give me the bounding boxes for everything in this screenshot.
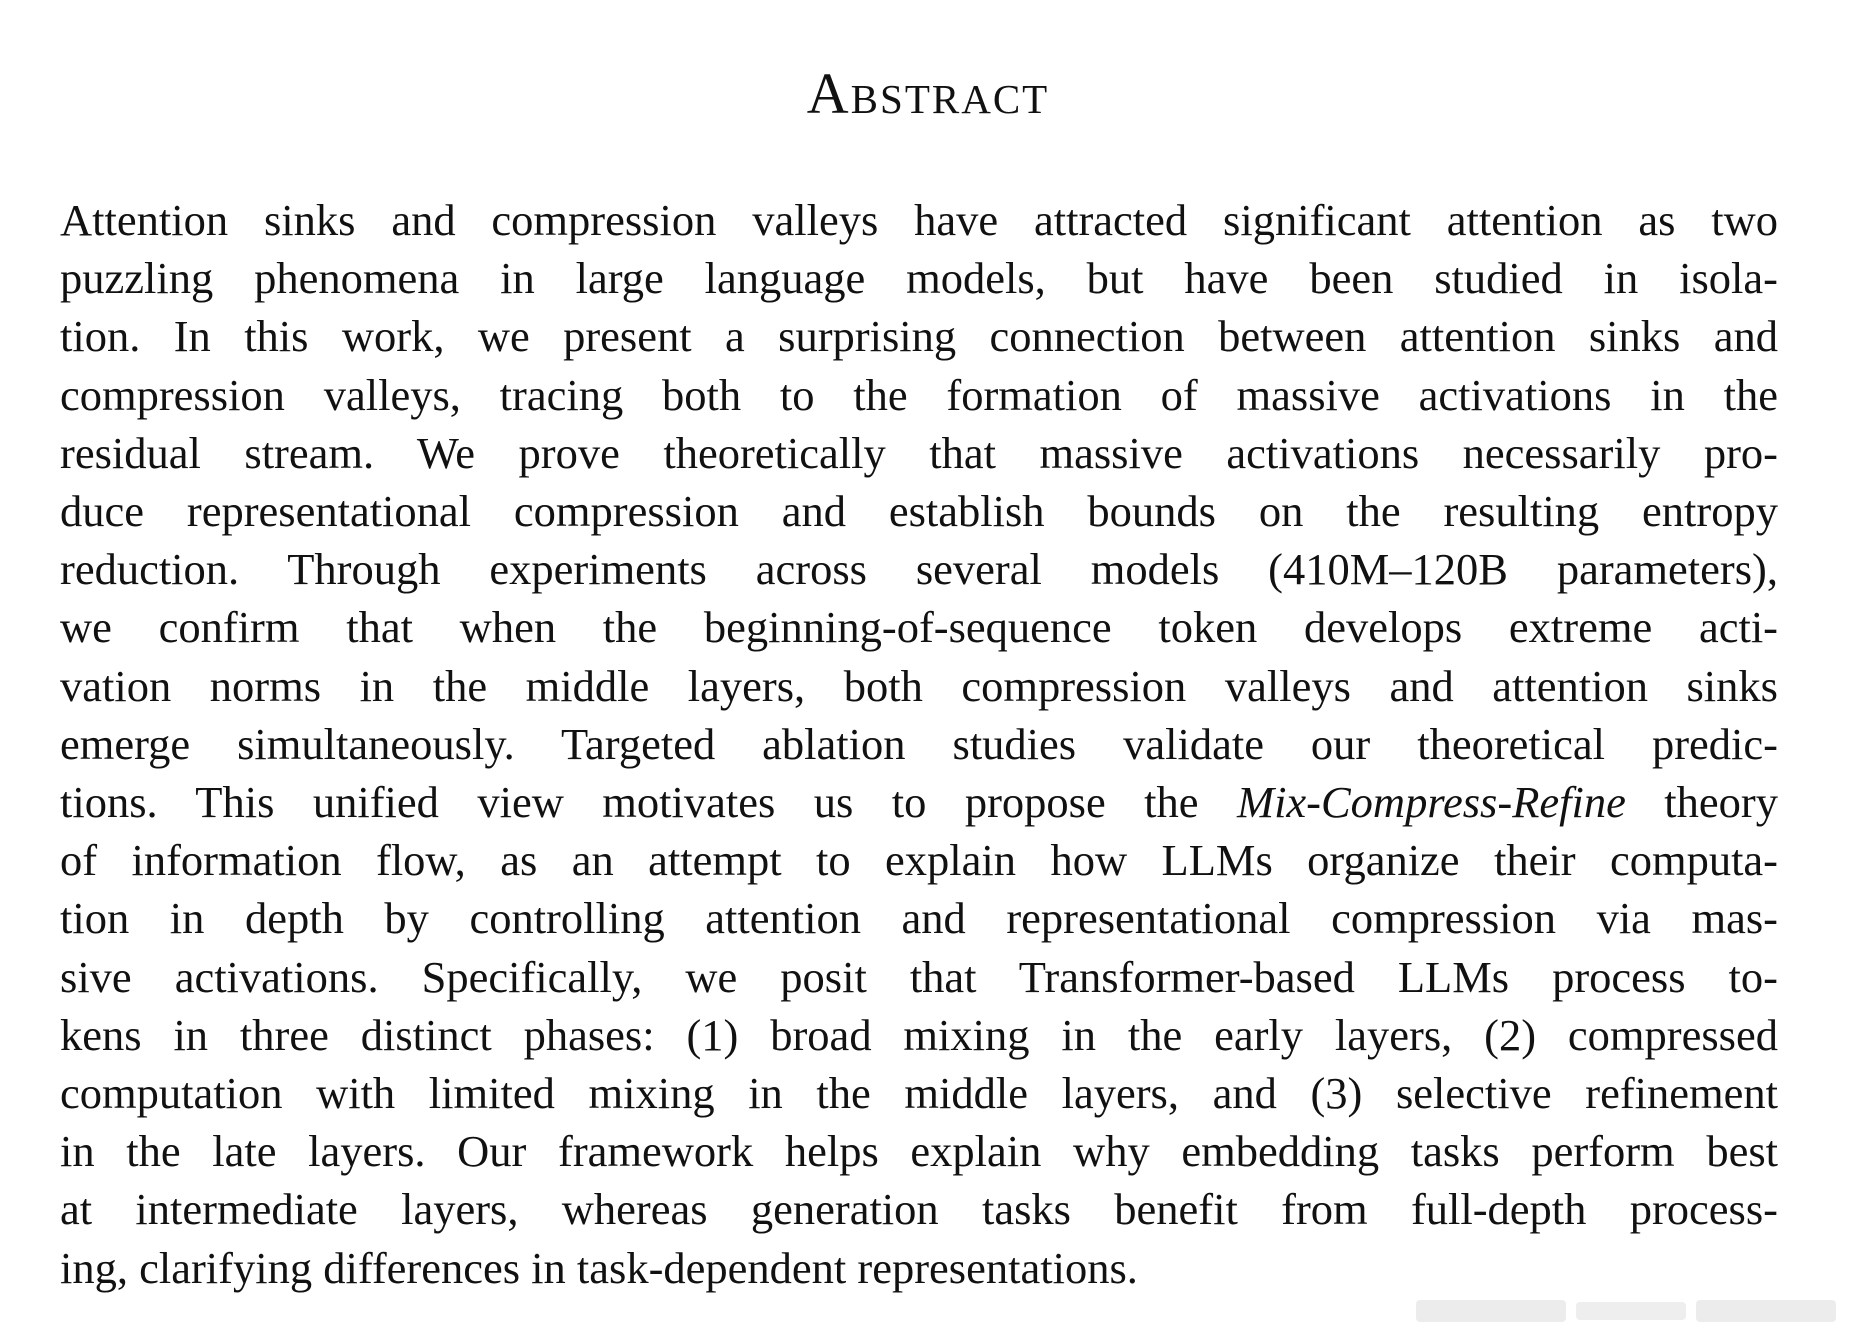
watermark-icon [1416,1294,1846,1330]
abstract-line-2: puzzling phenomena in large language models, but have been studied in isola- [60,253,1778,304]
abstract-line-8: we confirm that when the beginning-of-sequence token develops extreme acti- [60,602,1778,653]
abstract-line-13: tion in depth by controlling attention and representational compression via mas- [60,893,1778,944]
watermark-bar-1 [1416,1300,1566,1322]
abstract-body [60,191,1778,1297]
abstract-line-3: tion. In this work, we present a surprising connection between attention sinks and [60,311,1778,362]
abstract-line-15: kens in three distinct phases: (1) broad mixing in the early layers, (2) compressed [60,1009,1778,1060]
abstract-line-11-after: theory [1625,777,1778,828]
abstract-line-10: emerge simultaneously. Targeted ablation studies validate our theoretical predic- [60,718,1778,769]
abstract-heading: Abstract [806,61,1050,126]
abstract-line-14: sive activations. Specifically, we posit that Transformer-based LLMs process to- [60,951,1778,1002]
watermark-bar-3 [1696,1300,1836,1322]
abstract-line-16: computation with limited mixing in the middle layers, and (3) selective refinement [60,1068,1778,1119]
abstract-line-6: duce representational compression and establish bounds on the resulting entropy [60,486,1778,537]
abstract-line-9: vation norms in the middle layers, both compression valleys and attention sinks [60,660,1778,711]
watermark-bar-2 [1576,1302,1686,1320]
abstract-line-11-before: tions. This unified view motivates us to propose the [60,777,1237,828]
abstract-line-11 [60,773,1778,831]
abstract-line-4: compression valleys, tracing both to the formation of massive activations in the [60,369,1778,420]
abstract-line-7: reduction. Through experiments across several models (410M–120B parameters), [60,544,1778,595]
theory-name-emphasis: Mix-Compress-Refine [1237,777,1626,828]
abstract-line-12: of information flow, as an attempt to explain how LLMs organize their computa- [60,835,1778,886]
abstract-line-17: in the late layers. Our framework helps explain why embedding tasks perform best [60,1126,1778,1177]
abstract-line-18: at intermediate layers, whereas generation tasks benefit from full-depth process- [60,1184,1778,1235]
abstract-line-1: Attention sinks and compression valleys have attracted significant attention as two [60,195,1778,245]
abstract-line-19: ing, clarifying differences in task-dependent representations. [60,1242,1138,1293]
abstract-line-5: residual stream. We prove theoretically that massive activations necessarily pro- [60,427,1778,478]
